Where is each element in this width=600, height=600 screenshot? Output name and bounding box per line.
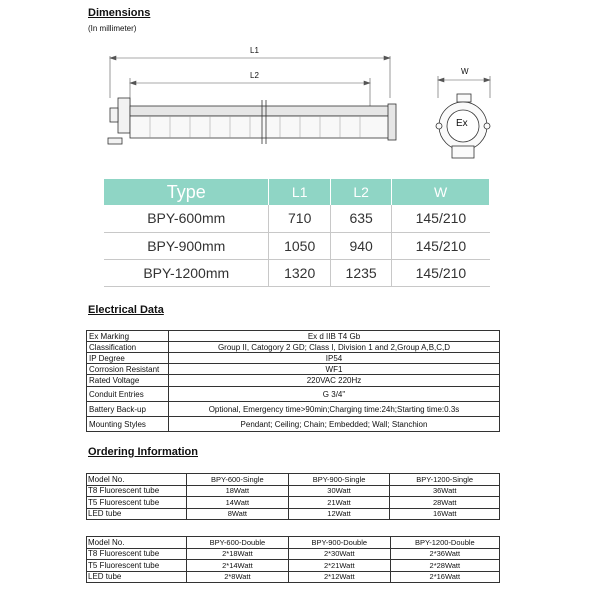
l2-label: L2 <box>250 71 259 80</box>
spec-value: 220VAC 220Hz <box>169 375 500 387</box>
l2-cell: 635 <box>330 205 391 232</box>
table-row <box>87 537 500 549</box>
model-cell: BPY-1200-Single <box>390 474 500 486</box>
watt-cell: 16Watt <box>390 508 500 520</box>
spec-key: Ex Marking <box>87 331 169 342</box>
watt-cell: 2*21Watt <box>288 560 390 572</box>
dimensions-title: Dimensions <box>88 7 151 19</box>
table-row <box>87 353 500 364</box>
watt-cell: 2*12Watt <box>288 571 390 583</box>
ordering-double-table <box>86 536 500 583</box>
watt-cell: 2*28Watt <box>390 560 499 572</box>
electrical-table <box>86 330 500 432</box>
w-cell: 145/210 <box>392 259 490 286</box>
electrical-title: Electrical Data <box>88 304 164 316</box>
ordering-single-table <box>86 473 500 520</box>
table-row <box>87 508 500 520</box>
tube-type: LED tube <box>87 571 187 583</box>
table-row <box>87 402 500 417</box>
table-row <box>87 364 500 375</box>
watt-cell: 18Watt <box>187 485 289 497</box>
fixture-drawing <box>100 38 500 173</box>
spec-key: Corrosion Resistant <box>87 364 169 375</box>
watt-cell: 14Watt <box>187 497 289 509</box>
watt-cell: 21Watt <box>288 497 390 509</box>
spec-key: Rated Voltage <box>87 375 169 387</box>
ordering-title: Ordering Information <box>88 446 198 458</box>
model-cell: BPY-900-Single <box>288 474 390 486</box>
spec-value: Pendant; Ceiling; Chain; Embedded; Wall; Stanchion <box>169 417 500 432</box>
w-header: W <box>392 179 490 205</box>
model-cell: BPY-1200-Double <box>390 537 499 549</box>
w-cell: 145/210 <box>392 232 490 259</box>
spec-key: Conduit Entries <box>87 387 169 402</box>
l2-cell: 1235 <box>330 259 391 286</box>
watt-cell: 2*30Watt <box>288 548 390 560</box>
spec-key: IP Degree <box>87 353 169 364</box>
table-row <box>87 560 500 572</box>
watt-cell: 2*16Watt <box>390 571 499 583</box>
watt-cell: 2*8Watt <box>187 571 289 583</box>
spec-key: Battery Back-up <box>87 402 169 417</box>
spec-value: G 3/4" <box>169 387 500 402</box>
watt-cell: 2*14Watt <box>187 560 289 572</box>
spec-key: Mounting Styles <box>87 417 169 432</box>
table-row <box>87 331 500 342</box>
watt-cell: 30Watt <box>288 485 390 497</box>
watt-cell: 2*36Watt <box>390 548 499 560</box>
ex-label: Ex <box>456 118 468 129</box>
type-cell: BPY-1200mm <box>104 259 269 286</box>
spec-value: Ex d IIB T4 Gb <box>169 331 500 342</box>
type-table <box>104 179 490 287</box>
watt-cell: 28Watt <box>390 497 500 509</box>
tube-type: LED tube <box>87 508 187 520</box>
l2-header: L2 <box>330 179 391 205</box>
l1-header: L1 <box>269 179 330 205</box>
model-cell: BPY-600-Single <box>187 474 289 486</box>
table-row <box>104 259 490 286</box>
watt-cell: 2*18Watt <box>187 548 289 560</box>
model-header: Model No. <box>87 537 187 549</box>
model-cell: BPY-900-Double <box>288 537 390 549</box>
table-row <box>104 205 490 232</box>
tube-type: T8 Fluorescent tube <box>87 548 187 560</box>
watt-cell: 36Watt <box>390 485 500 497</box>
l1-cell: 1050 <box>269 232 330 259</box>
l1-label: L1 <box>250 46 259 55</box>
model-header: Model No. <box>87 474 187 486</box>
table-row <box>87 474 500 486</box>
spec-value: WF1 <box>169 364 500 375</box>
w-label: W <box>461 67 469 76</box>
table-row <box>104 232 490 259</box>
l2-cell: 940 <box>330 232 391 259</box>
l1-cell: 1320 <box>269 259 330 286</box>
spec-key: Classification <box>87 342 169 353</box>
type-cell: BPY-900mm <box>104 232 269 259</box>
unit-note: (In millimeter) <box>88 24 137 33</box>
table-row <box>87 571 500 583</box>
table-row <box>87 417 500 432</box>
w-cell: 145/210 <box>392 205 490 232</box>
table-row <box>87 497 500 509</box>
model-cell: BPY-600-Double <box>187 537 289 549</box>
watt-cell: 8Watt <box>187 508 289 520</box>
table-row <box>87 387 500 402</box>
table-row <box>87 548 500 560</box>
tube-type: T5 Fluorescent tube <box>87 560 187 572</box>
spec-value: Optional, Emergency time>90min;Charging time:24h;Starting time:0.3s <box>169 402 500 417</box>
type-cell: BPY-600mm <box>104 205 269 232</box>
watt-cell: 12Watt <box>288 508 390 520</box>
tube-type: T5 Fluorescent tube <box>87 497 187 509</box>
type-header: Type <box>104 179 269 205</box>
table-row <box>87 342 500 353</box>
spec-value: Group II, Catogory 2 GD; Class I, Division 1 and 2,Group A,B,C,D <box>169 342 500 353</box>
spec-value: IP54 <box>169 353 500 364</box>
tube-type: T8 Fluorescent tube <box>87 485 187 497</box>
table-row <box>87 375 500 387</box>
l1-cell: 710 <box>269 205 330 232</box>
table-row <box>87 485 500 497</box>
lamp-body <box>108 98 396 144</box>
